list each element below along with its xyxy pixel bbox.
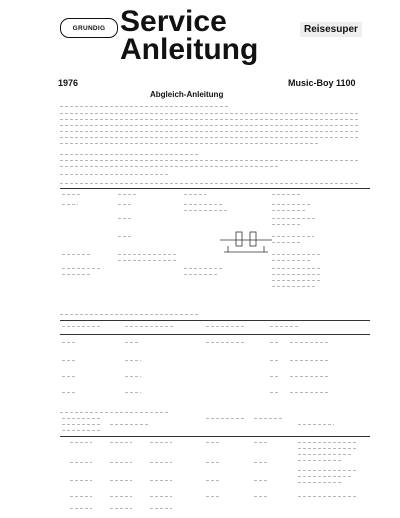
circuit-diagram xyxy=(218,226,274,254)
title-line-1: Service xyxy=(120,5,227,38)
title-line-2: Anleitung xyxy=(120,33,259,66)
document-title xyxy=(120,5,259,66)
section-subtitle: Abgleich-Anleitung xyxy=(150,90,224,99)
category-tag: Reisesuper xyxy=(300,22,362,37)
model-label: Music-Boy 1100 xyxy=(288,78,356,88)
year-label: 1976 xyxy=(58,78,79,88)
brand-logo xyxy=(60,18,118,38)
brand-name: GRUNDIG xyxy=(72,24,106,32)
